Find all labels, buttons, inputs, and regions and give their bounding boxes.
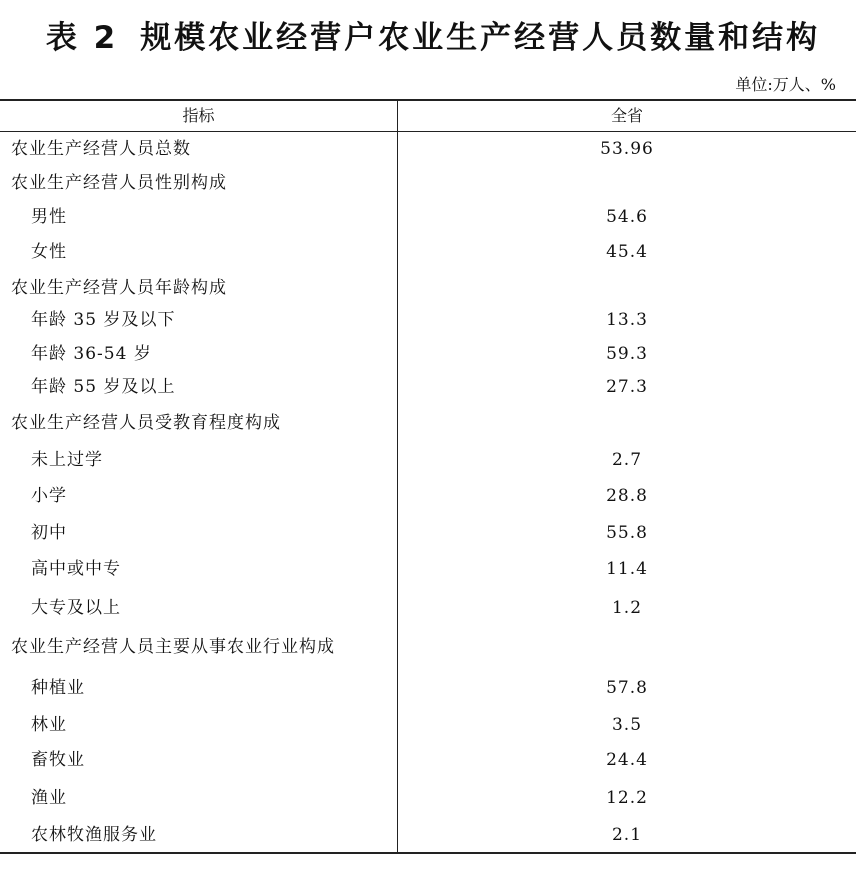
row-value: 3.5 bbox=[611, 715, 643, 735]
row-item-label: 林业 bbox=[31, 715, 67, 735]
row-value: 45.4 bbox=[606, 242, 648, 262]
row-item-label: 种植业 bbox=[31, 678, 85, 698]
table-row bbox=[0, 710, 856, 740]
row-value: 57.8 bbox=[606, 678, 648, 698]
row-item-label: 年龄 36-54 岁 bbox=[31, 344, 152, 364]
row-item-label: 小学 bbox=[31, 486, 67, 506]
row-value: 1.2 bbox=[611, 598, 643, 618]
table-row bbox=[0, 372, 856, 402]
row-item-label: 大专及以上 bbox=[31, 598, 121, 618]
table-row bbox=[0, 134, 856, 164]
row-item-label: 年龄 35 岁及以下 bbox=[31, 310, 176, 330]
row-item-label: 高中或中专 bbox=[31, 559, 121, 579]
row-item-label: 初中 bbox=[31, 523, 67, 543]
header-province: 全省 bbox=[610, 106, 643, 125]
table-row bbox=[0, 305, 856, 335]
row-value: 11.4 bbox=[606, 559, 648, 579]
row-category-label: 农业生产经营人员受教育程度构成 bbox=[11, 413, 281, 433]
unit-note: 单位:万人、% bbox=[735, 75, 836, 94]
row-value: 2.7 bbox=[611, 450, 643, 470]
table-row bbox=[0, 273, 856, 303]
table-row bbox=[0, 554, 856, 584]
row-item-label: 未上过学 bbox=[31, 450, 103, 470]
row-value: 54.6 bbox=[606, 207, 648, 227]
table-row bbox=[0, 237, 856, 267]
table-row bbox=[0, 518, 856, 548]
row-value: 59.3 bbox=[606, 344, 648, 364]
table-row bbox=[0, 820, 856, 850]
row-value: 12.2 bbox=[606, 788, 648, 808]
row-category-label: 农业生产经营人员性别构成 bbox=[11, 173, 227, 193]
row-value: 28.8 bbox=[606, 486, 648, 506]
row-item-label: 畜牧业 bbox=[31, 750, 85, 770]
table-row bbox=[0, 745, 856, 775]
row-category-label: 农业生产经营人员主要从事农业行业构成 bbox=[11, 637, 335, 657]
table-row bbox=[0, 481, 856, 511]
table-row bbox=[0, 593, 856, 623]
row-item-label: 女性 bbox=[31, 242, 67, 262]
table-number: 表 2 bbox=[45, 20, 119, 56]
row-item-label: 农林牧渔服务业 bbox=[31, 825, 157, 845]
table-row bbox=[0, 445, 856, 475]
row-value: 27.3 bbox=[606, 377, 648, 397]
row-value: 2.1 bbox=[611, 825, 643, 845]
bottom-rule bbox=[0, 852, 856, 854]
row-item-label: 渔业 bbox=[31, 788, 67, 808]
header-rule bbox=[0, 131, 856, 132]
table-row bbox=[0, 632, 856, 662]
row-value: 13.3 bbox=[606, 310, 648, 330]
row-value: 24.4 bbox=[606, 750, 648, 770]
table-row bbox=[0, 408, 856, 438]
row-value: 55.8 bbox=[606, 523, 648, 543]
table-title bbox=[0, 12, 866, 57]
row-item-label: 男性 bbox=[31, 207, 67, 227]
header-indicator: 指标 bbox=[182, 106, 215, 125]
table-row bbox=[0, 339, 856, 369]
row-item-label: 年龄 55 岁及以上 bbox=[31, 377, 176, 397]
table-row bbox=[0, 202, 856, 232]
row-category-label: 农业生产经营人员总数 bbox=[11, 139, 191, 159]
table-row bbox=[0, 168, 856, 198]
row-value: 53.96 bbox=[600, 139, 654, 159]
table-title-text: 规模农业经营户农业生产经营人员数量和结构 bbox=[140, 20, 821, 56]
row-category-label: 农业生产经营人员年龄构成 bbox=[11, 278, 227, 298]
table-row bbox=[0, 783, 856, 813]
table-row bbox=[0, 673, 856, 703]
